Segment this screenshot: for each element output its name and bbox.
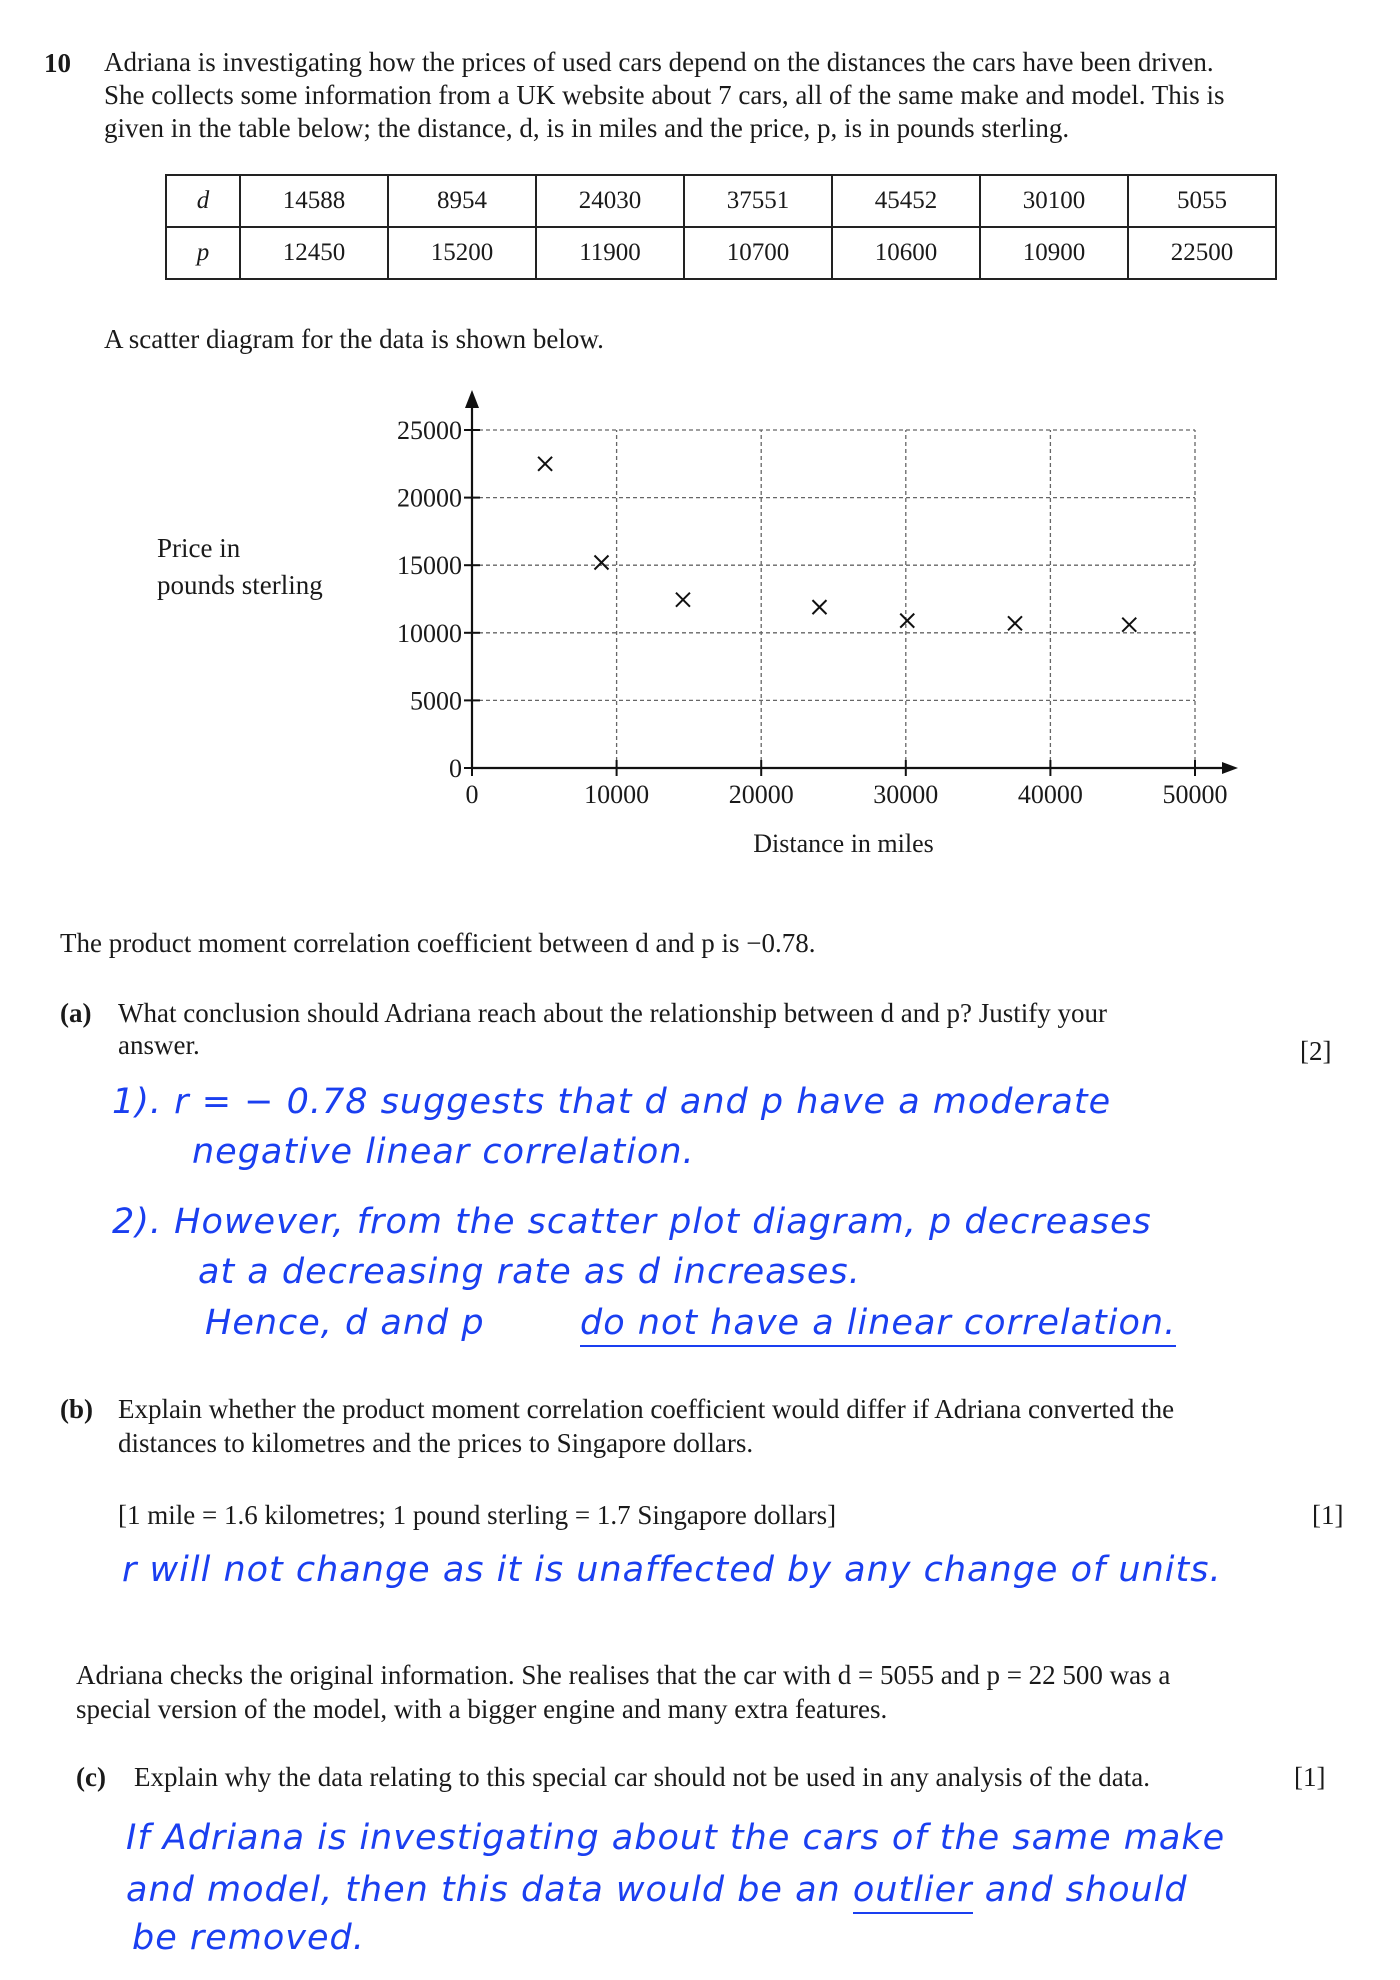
handwritten-answer-a-line-4: at a decreasing rate as d increases. (198, 1252, 861, 1292)
table-cell: 14588 (240, 175, 388, 227)
table-cell: 45452 (832, 175, 980, 227)
table-cell: 24030 (536, 175, 684, 227)
y-tick-label: 20000 (397, 483, 462, 513)
table-cell: 15200 (388, 227, 536, 279)
part-b-marks: [1] (1312, 1500, 1344, 1530)
y-tick-label: 15000 (397, 551, 462, 581)
table-cell: 8954 (388, 175, 536, 227)
x-axis-label: Distance in miles (753, 829, 934, 858)
part-a-text-line-2: answer. (118, 1030, 200, 1060)
handwritten-answer-a-line-5: Hence, d and p (205, 1303, 485, 1343)
part-a-text-line-1: What conclusion should Adriana reach about the relationship between d and p? Justify your (118, 998, 1107, 1028)
part-b-prompt (60, 1394, 1174, 1425)
part-a-prompt (60, 998, 1107, 1029)
part-a-marks: [2] (1300, 1036, 1332, 1066)
table-cell: 30100 (980, 175, 1128, 227)
part-a-label: (a) (60, 998, 92, 1028)
row-label-p: p (166, 227, 240, 279)
x-tick-label: 30000 (873, 780, 939, 809)
underlined-outlier: outlier (853, 1870, 973, 1914)
handwritten-answer-a-line-3: 2). However, from the scatter plot diagram, p decreases (112, 1202, 1152, 1242)
pmcc-statement: The product moment correlation coefficient between d and p is −0.78. (60, 928, 816, 958)
scatter-chart (0, 0, 1400, 880)
part-b-text-line-2: distances to kilometres and the prices to Singapore dollars. (118, 1428, 754, 1458)
intro-line-3: given in the table below; the distance, d, is in miles and the price, p, is in pounds sterling. (104, 113, 1070, 143)
part-c-label: (c) (76, 1762, 106, 1792)
x-tick-label: 20000 (728, 780, 794, 809)
part-c-text: Explain why the data relating to this special car should not be used in any analysis of the data. (134, 1762, 1150, 1792)
scatter-point (812, 600, 826, 614)
scatter-point (900, 614, 914, 628)
intro-line-2: She collects some information from a UK website about 7 cars, all of the same make and model. This is (104, 80, 1225, 110)
part-c-prompt (76, 1762, 1150, 1793)
table-cell: 10600 (832, 227, 980, 279)
handwritten-answer-c-line-3: be removed. (132, 1918, 365, 1958)
table-cell: 10900 (980, 227, 1128, 279)
row-label-d: d (166, 175, 240, 227)
table-cell: 10700 (684, 227, 832, 279)
handwritten-c-line-2-start: and model, then this data would be an (126, 1870, 841, 1910)
y-tick-label: 25000 (397, 416, 462, 445)
y-tick-label: 10000 (397, 618, 462, 648)
handwritten-answer-b: r will not change as it is unaffected by any change of units. (122, 1550, 1222, 1590)
special-car-line-1: Adriana checks the original information. She realises that the car with d = 5055 and p = 22 500 was a (76, 1660, 1171, 1690)
table-cell: 12450 (240, 227, 388, 279)
scatter-intro: A scatter diagram for the data is shown below. (104, 324, 604, 354)
y-tick-label: 5000 (410, 686, 462, 716)
handwritten-c-line-2-end: and should (984, 1870, 1188, 1910)
table-cell: 11900 (536, 227, 684, 279)
scatter-point (1122, 618, 1136, 632)
x-tick-label: 50000 (1162, 780, 1228, 809)
table-cell: 22500 (1128, 227, 1276, 279)
scatter-point (1008, 616, 1022, 630)
handwritten-answer-c-line-1: If Adriana is investigating about the cars of the same make (126, 1818, 1226, 1858)
table-cell: 5055 (1128, 175, 1276, 227)
underlined-conclusion: do not have a linear correlation. (580, 1303, 1176, 1347)
handwritten-answer-a-line-2: negative linear correlation. (192, 1132, 695, 1172)
x-tick-label: 0 (465, 780, 479, 809)
handwritten-answer-a-underlined (580, 1303, 1176, 1343)
part-b-text-line-1: Explain whether the product moment correlation coefficient would differ if Adriana converted the (118, 1394, 1175, 1424)
x-tick-label: 10000 (584, 780, 650, 809)
x-axis-arrow (1222, 762, 1238, 774)
y-tick-label: 0 (449, 754, 462, 783)
intro-line-1: Adriana is investigating how the prices of used cars depend on the distances the cars have been driven. (104, 47, 1214, 77)
special-car-line-2: special version of the model, with a bigger engine and many extra features. (76, 1694, 888, 1724)
part-b-label: (b) (60, 1394, 93, 1424)
scatter-point (538, 457, 552, 471)
y-axis-label-line-2: pounds sterling (157, 570, 323, 600)
scatter-point (594, 555, 608, 569)
handwritten-answer-a-line-1: 1). r = − 0.78 suggests that d and p have a moderate (112, 1082, 1112, 1122)
part-c-marks: [1] (1294, 1762, 1326, 1792)
y-axis-label-line-1: Price in (157, 533, 241, 563)
scatter-point (676, 593, 690, 607)
y-axis-arrow (465, 390, 479, 408)
question-number: 10 (44, 48, 71, 78)
handwritten-answer-c-line-2 (126, 1870, 1188, 1910)
x-tick-label: 40000 (1017, 780, 1083, 809)
table-cell: 37551 (684, 175, 832, 227)
part-b-conversion: [1 mile = 1.6 kilometres; 1 pound sterling = 1.7 Singapore dollars] (118, 1500, 837, 1530)
